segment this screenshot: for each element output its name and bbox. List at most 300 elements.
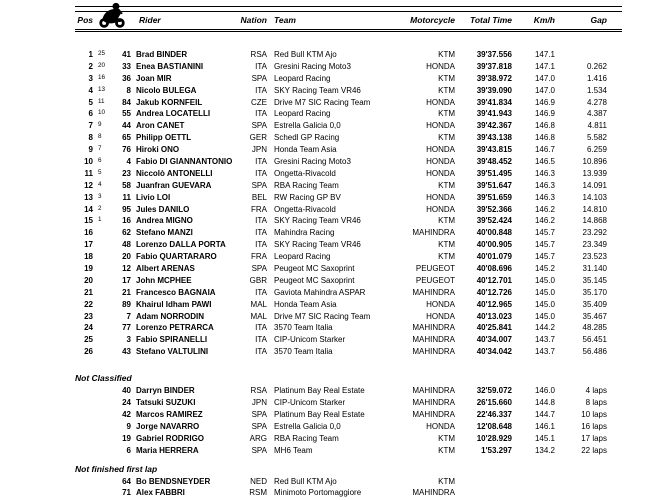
motorcycle-cell: PEUGEOT xyxy=(415,264,455,274)
points-cell: 6 xyxy=(98,157,102,165)
gap-cell xyxy=(555,49,607,61)
points-cell: 16 xyxy=(98,73,106,81)
result-row xyxy=(75,445,607,457)
team-cell: Honda Team Asia xyxy=(274,299,337,309)
points-cell: 2 xyxy=(98,204,102,212)
motorcycle-cell: PEUGEOT xyxy=(415,275,455,285)
gap-cell xyxy=(555,487,607,499)
points-cell xyxy=(93,445,113,457)
rider-name-cell: Stefano MANZI xyxy=(136,228,193,238)
team-cell: Estrella Galicia 0,0 xyxy=(274,121,341,131)
motorcycle-cell: KTM xyxy=(438,240,455,250)
motorcycle-cell: KTM xyxy=(438,180,455,190)
motorcycle-cell: KTM xyxy=(438,445,455,455)
result-row xyxy=(75,227,607,239)
team-cell: RBA Racing Team xyxy=(274,180,339,190)
result-row xyxy=(75,156,607,168)
team-cell: Mahindra Racing xyxy=(274,228,335,238)
motorcycle-cell: MAHINDRA xyxy=(412,335,455,345)
rider-name-cell: Joan MIR xyxy=(136,73,172,83)
rider-number-cell: 55 xyxy=(122,109,131,119)
team-cell: CIP-Unicom Starker xyxy=(274,335,346,345)
motorcycle-cell: HONDA xyxy=(426,145,455,155)
results-document xyxy=(75,6,622,499)
result-row xyxy=(75,397,607,409)
gap-cell: 10.896 xyxy=(582,157,607,167)
result-row xyxy=(75,49,607,61)
rider-number-cell: 7 xyxy=(126,311,131,321)
gap-cell: 0.262 xyxy=(586,61,607,71)
rider-name-cell: John MCPHEE xyxy=(136,275,192,285)
motorcycle-cell: HONDA xyxy=(426,121,455,131)
result-row xyxy=(75,120,607,132)
kmh-cell: 147.0 xyxy=(534,85,555,95)
rider-number-cell: 71 xyxy=(122,488,131,498)
points-cell xyxy=(93,275,113,287)
pos-cell: 8 xyxy=(88,133,93,143)
col-header-pos: Pos xyxy=(77,15,93,25)
team-cell: 3570 Team Italia xyxy=(274,347,333,357)
pos-cell: 22 xyxy=(84,299,93,309)
gap-cell: 8 laps xyxy=(585,398,607,408)
rider-name-cell: Fabio QUARTARARO xyxy=(136,252,217,262)
result-row xyxy=(75,215,607,227)
points-cell: 5 xyxy=(98,168,102,176)
team-cell: Ongetta-Rivacold xyxy=(274,168,336,178)
motorcycle-cell: KTM xyxy=(438,252,455,262)
pos-cell: 10 xyxy=(84,157,93,167)
pos-cell: 13 xyxy=(84,192,93,202)
nation-cell: RSA xyxy=(250,386,267,396)
rider-number-cell: 17 xyxy=(122,275,131,285)
rider-name-cell: Maria HERRERA xyxy=(136,445,199,455)
kmh-cell: 146.5 xyxy=(534,157,555,167)
motorcycle-cell: KTM xyxy=(438,50,455,59)
rider-name-cell: Bo BENDSNEYDER xyxy=(136,476,211,486)
col-header-gap: Gap xyxy=(590,15,607,25)
gap-cell: 16 laps xyxy=(581,421,607,431)
nation-cell: GER xyxy=(249,133,267,143)
nation-cell: ITA xyxy=(255,287,267,297)
gap-cell: 1.416 xyxy=(586,73,607,83)
col-header-nation: Nation xyxy=(240,15,267,25)
total-time-cell: 1'53.297 xyxy=(481,445,512,455)
total-time-cell: 39'48.452 xyxy=(476,157,512,167)
rider-number-cell: 20 xyxy=(122,252,131,262)
rider-name-cell: Jakub KORNFEIL xyxy=(136,97,203,107)
rider-number-cell: 42 xyxy=(122,409,131,419)
motorcycle-cell: MAHINDRA xyxy=(412,409,455,419)
rider-number-cell: 11 xyxy=(122,192,131,202)
gap-cell: 35.170 xyxy=(582,287,607,297)
points-cell xyxy=(93,385,113,397)
motorcycle-cell: MAHINDRA xyxy=(412,287,455,297)
nation-cell: BEL xyxy=(251,192,267,202)
result-row xyxy=(75,476,607,488)
total-time-cell: 39'42.367 xyxy=(476,121,512,131)
team-cell: MH6 Team xyxy=(274,445,313,455)
kmh-cell: 146.0 xyxy=(534,386,555,396)
pos-cell: 9 xyxy=(88,145,93,155)
kmh-cell xyxy=(512,476,555,488)
nation-cell: SPA xyxy=(251,73,267,83)
nation-cell: ARG xyxy=(249,433,267,443)
team-cell: Ongetta-Rivacold xyxy=(274,204,336,214)
gap-cell: 35.467 xyxy=(582,311,607,321)
pos-cell: 7 xyxy=(88,121,93,131)
motorcycle-cell: MAHINDRA xyxy=(412,488,455,498)
rider-name-cell: Andrea MIGNO xyxy=(136,216,193,226)
pos-cell: 23 xyxy=(84,311,93,321)
rider-number-cell: 40 xyxy=(122,386,131,396)
rider-number-cell: 48 xyxy=(122,240,131,250)
total-time-cell xyxy=(455,476,512,488)
team-cell: Peugeot MC Saxoprint xyxy=(274,275,355,285)
motorcycle-cell: MAHINDRA xyxy=(412,398,455,408)
kmh-cell: 145.2 xyxy=(534,264,555,274)
nation-cell: ITA xyxy=(255,109,267,119)
motorcycle-cell: KTM xyxy=(438,433,455,443)
motorcycle-cell: MAHINDRA xyxy=(412,228,455,238)
rider-name-cell: Albert ARENAS xyxy=(136,264,195,274)
rider-name-cell: Tatsuki SUZUKI xyxy=(136,398,196,408)
col-header-team: Team xyxy=(274,15,296,25)
pos-cell: 1 xyxy=(88,50,93,59)
points-cell xyxy=(93,476,113,488)
team-cell: SKY Racing Team VR46 xyxy=(274,85,361,95)
nation-cell: ITA xyxy=(255,228,267,238)
total-time-cell: 39'41.943 xyxy=(476,109,512,119)
nation-cell: ITA xyxy=(255,216,267,226)
col-header-rider: Rider xyxy=(139,15,161,25)
points-cell: 20 xyxy=(98,61,106,69)
pos-cell: 20 xyxy=(84,275,93,285)
team-cell: RBA Racing Team xyxy=(274,433,339,443)
kmh-cell: 147.1 xyxy=(534,61,555,71)
nation-cell: MAL xyxy=(250,299,267,309)
total-time-cell: 26'15.660 xyxy=(476,398,512,408)
rider-number-cell: 36 xyxy=(122,73,131,83)
motorcycle-cell: HONDA xyxy=(426,192,455,202)
rider-number-cell: 3 xyxy=(126,335,131,345)
rider-number-cell: 43 xyxy=(122,347,131,357)
results-body xyxy=(75,49,622,499)
nation-cell: NED xyxy=(250,476,267,486)
nation-cell: FRA xyxy=(251,252,267,262)
gap-cell: 23.292 xyxy=(582,228,607,238)
rider-name-cell: Nicolo BULEGA xyxy=(136,85,197,95)
rider-name-cell: Enea BASTIANINI xyxy=(136,61,204,71)
kmh-cell: 146.3 xyxy=(534,168,555,178)
rider-name-cell: Lorenzo DALLA PORTA xyxy=(136,240,226,250)
kmh-cell: 143.7 xyxy=(534,347,555,357)
col-header-kmh: Km/h xyxy=(533,15,555,25)
team-cell: Gresini Racing Moto3 xyxy=(274,157,351,167)
rider-number-cell: 19 xyxy=(122,433,131,443)
kmh-cell: 146.3 xyxy=(534,180,555,190)
pos-cell: 25 xyxy=(84,335,93,345)
pos-cell: 11 xyxy=(84,168,93,178)
total-time-cell: 12'08.648 xyxy=(476,421,512,431)
result-row xyxy=(75,97,607,109)
team-cell: CIP-Unicom Starker xyxy=(274,398,346,408)
motorcycle-cell: HONDA xyxy=(426,421,455,431)
rider-number-cell: 33 xyxy=(122,61,131,71)
team-cell: Drive M7 SIC Racing Team xyxy=(274,311,371,321)
nation-cell: FRA xyxy=(251,204,267,214)
result-row xyxy=(75,299,607,311)
gap-cell: 5.582 xyxy=(586,133,607,143)
rider-name-cell: Adam NORRODIN xyxy=(136,311,205,321)
rider-name-cell: Fabio DI GIANNANTONIO xyxy=(136,157,233,167)
rider-name-cell: Jules DANILO xyxy=(136,204,190,214)
nation-cell: SPA xyxy=(251,445,267,455)
nation-cell: SPA xyxy=(251,180,267,190)
kmh-cell: 146.7 xyxy=(534,145,555,155)
result-row xyxy=(75,108,607,120)
pos-cell xyxy=(75,476,93,488)
kmh-cell xyxy=(512,487,555,499)
team-cell: Schedl GP Racing xyxy=(274,133,340,143)
result-row xyxy=(75,85,607,97)
kmh-cell: 146.8 xyxy=(534,121,555,131)
motorcycle-cell: HONDA xyxy=(426,299,455,309)
result-row xyxy=(75,287,607,299)
pos-cell: 6 xyxy=(88,109,93,119)
points-cell xyxy=(93,421,113,433)
total-time-cell: 39'37.818 xyxy=(476,61,512,71)
total-time-cell: 40'34.007 xyxy=(476,335,512,345)
gap-cell: 56.451 xyxy=(582,335,607,345)
result-row xyxy=(75,433,607,445)
gap-cell: 4.811 xyxy=(587,121,607,131)
points-cell xyxy=(93,409,113,421)
result-row xyxy=(75,334,607,346)
rider-name-cell: Philipp OETTL xyxy=(136,133,192,143)
points-cell xyxy=(93,487,113,499)
result-row xyxy=(75,385,607,397)
pos-cell: 24 xyxy=(84,323,93,333)
result-row xyxy=(75,73,607,85)
result-row xyxy=(75,168,607,180)
nation-cell: RSM xyxy=(249,488,267,498)
total-time-cell: 40'08.696 xyxy=(476,264,512,274)
rider-number-cell: 41 xyxy=(122,50,131,59)
rider-name-cell: Hiroki ONO xyxy=(136,145,180,155)
nation-cell: ITA xyxy=(255,85,267,95)
motorcycle-cell: HONDA xyxy=(426,204,455,214)
rider-number-cell: 76 xyxy=(122,145,131,155)
kmh-cell: 134.2 xyxy=(534,445,555,455)
total-time-cell: 39'43.138 xyxy=(476,133,512,143)
nation-cell: CZE xyxy=(251,97,267,107)
header-bottom-rule xyxy=(75,29,622,32)
pos-cell: 4 xyxy=(88,85,93,95)
rider-name-cell: Alex FABBRI xyxy=(136,488,185,498)
motorcycle-cell: MAHINDRA xyxy=(412,323,455,333)
pos-cell xyxy=(75,385,93,397)
motorcycle-cell: KTM xyxy=(438,109,455,119)
motorcycle-cell: KTM xyxy=(438,85,455,95)
total-time-cell: 32'59.072 xyxy=(476,386,512,396)
team-cell: Leopard Racing xyxy=(274,73,331,83)
kmh-cell: 146.2 xyxy=(534,216,555,226)
motorcycle-cell: KTM xyxy=(438,476,455,486)
result-row xyxy=(75,239,607,251)
pos-cell: 18 xyxy=(84,252,93,262)
result-row xyxy=(75,409,607,421)
rider-number-cell: 9 xyxy=(126,421,131,431)
gap-cell: 4.387 xyxy=(586,109,607,119)
nation-cell: JPN xyxy=(251,145,267,155)
kmh-cell: 145.0 xyxy=(534,311,555,321)
rider-name-cell: Niccolò ANTONELLI xyxy=(136,168,213,178)
points-cell xyxy=(93,299,113,311)
pos-cell xyxy=(75,487,93,499)
rider-number-cell: 65 xyxy=(122,133,131,143)
gap-cell: 14.810 xyxy=(582,204,607,214)
kmh-cell: 146.1 xyxy=(534,421,555,431)
nation-cell: ITA xyxy=(255,347,267,357)
team-cell: Estrella Galicia 0,0 xyxy=(274,421,341,431)
motorcycle-cell: HONDA xyxy=(426,157,455,167)
points-cell: 8 xyxy=(98,133,102,141)
rider-name-cell: Juanfran GUEVARA xyxy=(136,180,212,190)
team-cell: RW Racing GP BV xyxy=(274,192,341,202)
pos-cell: 14 xyxy=(84,204,93,214)
rider-name-cell: Marcos RAMIREZ xyxy=(136,409,203,419)
total-time-cell: 39'43.815 xyxy=(476,145,512,155)
rider-name-cell: Stefano VALTULINI xyxy=(136,347,209,357)
total-time-cell: 40'25.841 xyxy=(476,323,512,333)
kmh-cell: 146.3 xyxy=(534,192,555,202)
points-cell: 10 xyxy=(98,109,106,117)
total-time-cell: 40'12.701 xyxy=(476,275,512,285)
nation-cell: ITA xyxy=(255,168,267,178)
team-cell: Gaviota Mahindra ASPAR xyxy=(274,287,366,297)
team-cell: Gresini Racing Moto3 xyxy=(274,61,351,71)
rider-number-cell: 16 xyxy=(122,216,131,226)
pos-cell: 12 xyxy=(84,180,93,190)
rider-name-cell: Andrea LOCATELLI xyxy=(136,109,211,119)
kmh-cell: 143.7 xyxy=(534,335,555,345)
result-row xyxy=(75,263,607,275)
rider-name-cell: Lorenzo PETRARCA xyxy=(136,323,214,333)
team-cell: SKY Racing Team VR46 xyxy=(274,216,361,226)
rider-name-cell: Jorge NAVARRO xyxy=(136,421,200,431)
kmh-cell: 146.2 xyxy=(534,204,555,214)
nation-cell: ITA xyxy=(255,335,267,345)
kmh-cell: 145.0 xyxy=(534,299,555,309)
rider-number-cell: 4 xyxy=(126,157,131,167)
rider-number-cell: 23 xyxy=(122,168,131,178)
rider-name-cell: Fabio SPIRANELLI xyxy=(136,335,208,345)
points-cell xyxy=(93,322,113,334)
team-cell: Red Bull KTM Ajo xyxy=(274,476,337,486)
kmh-cell: 144.8 xyxy=(534,398,555,408)
kmh-cell: 146.9 xyxy=(534,97,555,107)
total-time-cell: 39'51.659 xyxy=(476,192,512,202)
total-time-cell: 10'28.929 xyxy=(476,433,512,443)
pos-cell xyxy=(75,445,93,457)
gap-cell: 23.349 xyxy=(582,240,607,250)
kmh-cell: 145.0 xyxy=(534,287,555,297)
points-cell: 1 xyxy=(98,216,102,224)
total-time-cell: 39'38.972 xyxy=(476,73,512,83)
result-row xyxy=(75,275,607,287)
gap-cell: 13.939 xyxy=(582,168,607,178)
total-time-cell: 39'37.556 xyxy=(476,50,512,59)
gap-cell: 4 laps xyxy=(585,386,607,396)
nation-cell: SPA xyxy=(251,121,267,131)
result-row xyxy=(75,132,607,144)
result-row xyxy=(75,61,607,73)
result-row xyxy=(75,144,607,156)
points-cell xyxy=(93,334,113,346)
gap-cell: 35.409 xyxy=(582,299,607,309)
kmh-cell: 146.8 xyxy=(534,133,555,143)
pos-cell xyxy=(75,421,93,433)
result-row xyxy=(75,204,607,216)
total-time-cell: 39'51.495 xyxy=(476,168,512,178)
team-cell: Leopard Racing xyxy=(274,252,331,262)
result-row xyxy=(75,311,607,323)
nation-cell: JPN xyxy=(251,398,267,408)
team-cell: Leopard Racing xyxy=(274,109,331,119)
motorcycle-cell: HONDA xyxy=(426,61,455,71)
motorcycle-cell: KTM xyxy=(438,133,455,143)
total-time-cell: 39'52.424 xyxy=(476,216,512,226)
total-time-cell: 39'39.090 xyxy=(476,85,512,95)
total-time-cell: 40'12.726 xyxy=(476,287,512,297)
rider-number-cell: 12 xyxy=(122,264,131,274)
result-row xyxy=(75,251,607,263)
gap-cell: 4.278 xyxy=(586,97,607,107)
total-time-cell: 39'51.647 xyxy=(476,180,512,190)
rider-number-cell: 44 xyxy=(122,121,131,131)
pos-cell: 16 xyxy=(84,228,93,238)
kmh-cell: 144.7 xyxy=(534,409,555,419)
total-time-cell: 40'12.965 xyxy=(476,299,512,309)
gap-cell xyxy=(555,476,607,488)
motorcycle-cell: KTM xyxy=(438,216,455,226)
rider-number-cell: 77 xyxy=(122,323,131,333)
pos-cell: 17 xyxy=(84,240,93,250)
total-time-cell: 40'34.042 xyxy=(476,347,512,357)
rider-name-cell: Khairul Idham PAWI xyxy=(136,299,212,309)
motorcycle-cell: MAHINDRA xyxy=(412,347,455,357)
gap-cell: 10 laps xyxy=(581,409,607,419)
kmh-cell: 144.2 xyxy=(534,323,555,333)
points-cell: 9 xyxy=(98,121,102,129)
rider-number-cell: 95 xyxy=(122,204,131,214)
total-time-cell: 39'52.366 xyxy=(476,204,512,214)
pos-cell: 21 xyxy=(84,287,93,297)
nation-cell: SPA xyxy=(251,409,267,419)
gap-cell: 22 laps xyxy=(581,445,607,455)
gap-cell: 48.285 xyxy=(582,323,607,333)
gap-cell: 31.140 xyxy=(582,264,607,274)
nation-cell: ITA xyxy=(255,61,267,71)
team-cell: Honda Team Asia xyxy=(274,145,337,155)
section-title: Not Classified xyxy=(75,373,132,384)
nation-cell: SPA xyxy=(251,264,267,274)
pos-cell: 2 xyxy=(88,61,93,71)
col-header-motorcycle: Motorcycle xyxy=(410,15,455,25)
points-cell: 25 xyxy=(98,50,106,57)
team-cell: Platinum Bay Real Estate xyxy=(274,409,365,419)
gap-cell: 17 laps xyxy=(581,433,607,443)
